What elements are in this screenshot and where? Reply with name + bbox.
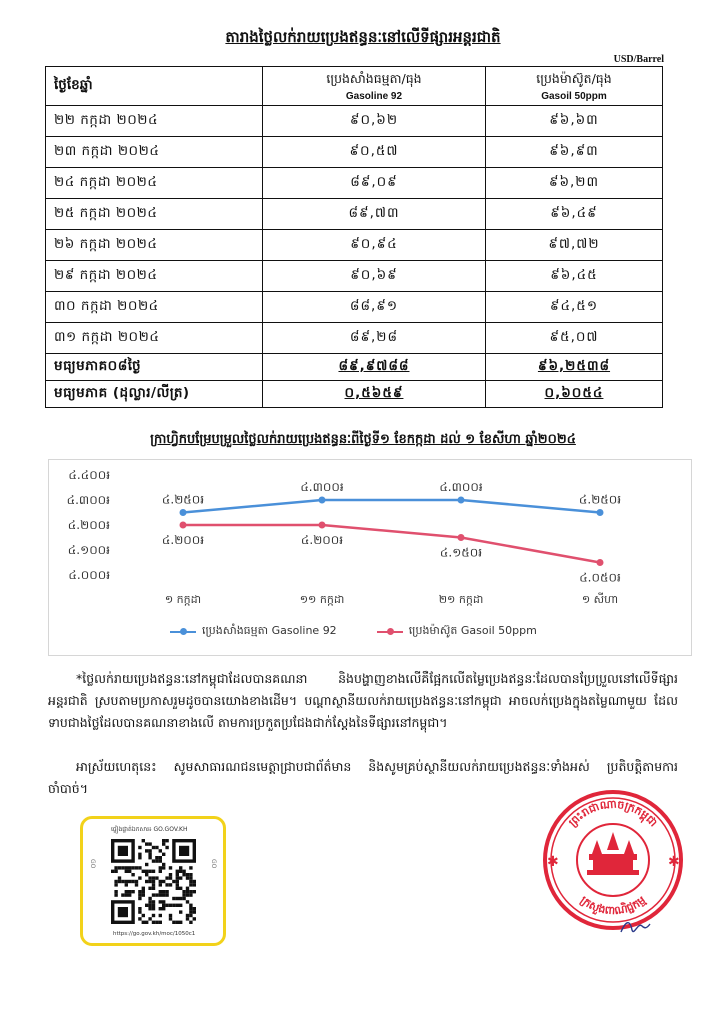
qr-module [148, 897, 151, 900]
y-tick-label: ៤.០០០៛ [68, 568, 110, 582]
qr-module [148, 849, 151, 852]
qr-module [152, 880, 155, 883]
qr-module [148, 887, 151, 890]
y-tick-label: ៤.២០០៛ [67, 518, 110, 532]
qr-module [162, 842, 165, 845]
qr-module [138, 893, 141, 896]
qr-module [142, 890, 145, 893]
qr-module [162, 907, 165, 910]
qr-module [142, 887, 145, 890]
qr-module [176, 904, 179, 907]
qr-module [176, 873, 179, 876]
qr-module [121, 866, 124, 869]
table-row [46, 137, 663, 168]
qr-module [152, 914, 155, 917]
data-point [180, 522, 187, 529]
qr-module [138, 853, 141, 856]
y-tick-label: ៤.៤០០៛ [68, 468, 110, 482]
qr-module [179, 921, 182, 924]
qr-module [118, 880, 121, 883]
qr-module [162, 866, 165, 869]
qr-module [148, 842, 151, 845]
qr-module [135, 883, 138, 886]
qr-module [176, 876, 179, 879]
data-label: ៤.៣០០៛ [300, 480, 344, 494]
data-label: ៤.៣០០៛ [439, 480, 483, 494]
qr-module [131, 866, 134, 869]
average-per-liter-gasoil: ០,៦០៥៤ [485, 381, 662, 408]
average-8-days-label: មធ្យមភាគ០៨ថ្ងៃ [46, 354, 263, 381]
qr-module [189, 866, 192, 869]
header-gasoil-kh: ប្រេងម៉ាស៊ូត/ធុង [536, 70, 612, 86]
table-row [46, 261, 663, 292]
qr-module [148, 853, 151, 856]
qr-module [162, 893, 165, 896]
table-row [46, 106, 663, 137]
x-tick-label: ១ សីហា [581, 593, 619, 606]
qr-module [152, 900, 155, 903]
qr-module [189, 907, 192, 910]
qr-module [152, 907, 155, 910]
average-8-days-row [46, 354, 663, 381]
qr-module [159, 921, 162, 924]
table-row [46, 230, 663, 261]
note-paragraph-1: *ថ្លៃលក់រាយប្រេងឥន្ធនៈនៅកម្ពុជាដែលបានគណនា និងបង្ហាញខាងលើគឺផ្អែកលើតម្លៃប្រេងឥន្ធនៈដែលបានប្រែប្រួលនៅលើទីផ្សារអន្តរជាតិ ស្របតាមប្រកាសរួមដូចបានយោងខាងដើម។ បណ្តាស្ថានីយលក់រាយប្រេងឥន្ធនៈនៅកម្ពុជា អាចលក់ប្រេងក្នុងតម្លៃណាមួយ ដែលទាបជាងថ្លៃដែលបានគណនាខាងលើ តាមការប្រកួតប្រជែងជាក់ស្តែងនៃទីផ្សារនៅកម្ពុជា។ [48, 671, 678, 730]
data-label: ៤.២៥០៛ [578, 492, 622, 507]
header-gasoline-kh: ប្រេងសាំងធម្មតា/ធុង [326, 70, 422, 86]
row-gasoline: ៩០,៦៩ [263, 261, 486, 292]
qr-module [152, 904, 155, 907]
table-row [46, 323, 663, 354]
row-gasoil: ៩៧,៧២ [485, 230, 662, 261]
qr-module [176, 887, 179, 890]
price-line-chart [48, 459, 690, 619]
qr-module [193, 890, 196, 893]
qr-module [148, 900, 151, 903]
qr-module [165, 846, 168, 849]
qr-module [142, 839, 145, 842]
qr-module [159, 856, 162, 859]
header-gasoline [263, 67, 486, 106]
qr-module [135, 866, 138, 869]
qr-module [152, 859, 155, 862]
qr-module [172, 897, 175, 900]
note-paragraph-2: អាស្រ័យហេតុនេះ សូមសាធារណជនមេត្តាជ្រាបជាព័ត៌មាន និងសូមគ្រប់ស្ថានីយលក់រាយប្រេងឥន្ធនៈទាំងអស់ ប្រតិបត្តិតាមការចាំបាច់។ [48, 759, 678, 796]
legend-item-gasoline [170, 624, 337, 640]
qr-module [152, 876, 155, 879]
header-gasoline-en: Gasoline 92 [345, 90, 403, 102]
qr-module [179, 897, 182, 900]
header-gasoil-en: Gasoil 50ppm [541, 90, 607, 102]
qr-module [189, 890, 192, 893]
qr-module [159, 849, 162, 852]
qr-module [114, 880, 117, 883]
qr-module [138, 890, 141, 893]
qr-module [186, 887, 189, 890]
qr-module [189, 910, 192, 913]
qr-module [114, 870, 117, 873]
qr-module [186, 914, 189, 917]
qr-module [193, 907, 196, 910]
qr-module [155, 876, 158, 879]
average-8-days-gasoline: ៨៩,៩៧៨៨ [263, 354, 486, 381]
qr-module [162, 900, 165, 903]
qr-module [148, 856, 151, 859]
qr-module [169, 904, 172, 907]
qr-module [169, 873, 172, 876]
average-per-liter-gasoline: ០,៥៦៥៩ [263, 381, 486, 408]
qr-module [121, 893, 124, 896]
qr-module [159, 883, 162, 886]
qr-module [159, 870, 162, 873]
qr-module [155, 893, 158, 896]
qr-finder [118, 907, 128, 917]
row-gasoline: ៩០,៩៤ [263, 230, 486, 261]
qr-module [148, 870, 151, 873]
qr-module [155, 856, 158, 859]
row-date: ៣០ កក្កដា ២០២៤ [46, 292, 263, 323]
qr-module [128, 880, 131, 883]
qr-module [186, 900, 189, 903]
qr-module [193, 880, 196, 883]
qr-module [145, 921, 148, 924]
qr-module [155, 859, 158, 862]
qr-module [145, 870, 148, 873]
data-point [458, 534, 465, 541]
qr-module [186, 873, 189, 876]
qr-module [138, 846, 141, 849]
qr-module [152, 887, 155, 890]
ministry-seal-icon [533, 782, 693, 932]
row-gasoil: ៩៤,៥១ [485, 292, 662, 323]
table-header-row [46, 67, 663, 106]
row-date: ២៦ កក្កដា ២០២៤ [46, 230, 263, 261]
qr-url[interactable]: https://go.gov.kh/moc/1050c1 [113, 931, 196, 937]
qr-module [155, 921, 158, 924]
qr-module [189, 914, 192, 917]
row-gasoil: ៩៦,៩៣ [485, 137, 662, 168]
legend-swatch-gasoil [377, 631, 403, 633]
x-tick-label: ១ កក្កដា [164, 593, 202, 606]
qr-module [189, 921, 192, 924]
qr-module [125, 866, 128, 869]
qr-module [162, 890, 165, 893]
qr-module [169, 876, 172, 879]
qr-verification-card[interactable] [80, 816, 226, 946]
qr-module [165, 883, 168, 886]
row-gasoline: ៨៩,២៨ [263, 323, 486, 354]
data-label: ៤.០៥០៛ [579, 570, 621, 585]
qr-module [162, 853, 165, 856]
svg-text:ក្រសួងពាណិជ្ជកម្ម: ក្រសួងពាណិជ្ជកម្ម [577, 893, 649, 918]
data-point [597, 559, 604, 566]
qr-module [145, 904, 148, 907]
row-gasoline: ៩០,៦២ [263, 106, 486, 137]
qr-module [179, 887, 182, 890]
qr-module [128, 866, 131, 869]
qr-side-mark-left: GO [89, 859, 96, 869]
qr-module [169, 917, 172, 920]
qr-module [179, 876, 182, 879]
qr-module [172, 904, 175, 907]
qr-module [179, 866, 182, 869]
table-row [46, 292, 663, 323]
qr-module [152, 870, 155, 873]
qr-module [186, 876, 189, 879]
data-label: ៤.១៥០៛ [439, 545, 483, 560]
qr-module [145, 873, 148, 876]
qr-module [165, 893, 168, 896]
data-label: ៤.២០០៛ [161, 533, 205, 547]
data-point [319, 522, 326, 529]
qr-module [131, 890, 134, 893]
qr-module [138, 866, 141, 869]
series-line-gasoline [183, 500, 600, 513]
price-table [45, 66, 663, 408]
qr-module [165, 839, 168, 842]
row-date: ២៤ កក្កដា ២០២៤ [46, 168, 263, 199]
qr-module [148, 917, 151, 920]
qr-module [125, 893, 128, 896]
qr-module [128, 890, 131, 893]
qr-module [131, 873, 134, 876]
qr-module [148, 904, 151, 907]
qr-module [128, 870, 131, 873]
data-point [180, 509, 187, 516]
row-date: ៣១ កក្កដា ២០២៤ [46, 323, 263, 354]
data-label: ៤.២០០៛ [300, 533, 344, 547]
qr-module [186, 893, 189, 896]
qr-module [159, 907, 162, 910]
qr-module [162, 839, 165, 842]
row-gasoline: ៨៩,០៩ [263, 168, 486, 199]
qr-module [176, 897, 179, 900]
qr-module [169, 914, 172, 917]
data-point [319, 497, 326, 504]
row-gasoil: ៩៦,៤៥ [485, 261, 662, 292]
qr-finder [118, 846, 128, 856]
qr-module [179, 870, 182, 873]
qr-module [131, 880, 134, 883]
qr-module [114, 893, 117, 896]
row-gasoil: ៩៥,០៧ [485, 323, 662, 354]
data-point [597, 509, 604, 516]
qr-module [135, 880, 138, 883]
qr-module [165, 904, 168, 907]
table-row [46, 199, 663, 230]
qr-module [162, 904, 165, 907]
qr-module [189, 893, 192, 896]
row-date: ២២ កក្កដា ២០២៤ [46, 106, 263, 137]
qr-module [189, 904, 192, 907]
qr-code-icon[interactable] [103, 837, 203, 925]
row-gasoline: ៨៩,៧៣ [263, 199, 486, 230]
svg-text:✱: ✱ [547, 854, 559, 870]
qr-module [111, 870, 114, 873]
y-tick-label: ៤.១០០៛ [67, 543, 110, 557]
header-gasoil [485, 67, 662, 106]
qr-module [186, 917, 189, 920]
legend-item-gasoil [377, 624, 537, 640]
signature-mark [618, 916, 652, 938]
qr-module [189, 880, 192, 883]
qr-module [114, 890, 117, 893]
qr-module [182, 890, 185, 893]
row-date: ២៩ កក្កដា ២០២៤ [46, 261, 263, 292]
svg-text:ព្រះរាជាណាចក្រកម្ពុជា: ព្រះរាជាណាចក្រកម្ពុជា [566, 797, 661, 830]
qr-module [159, 890, 162, 893]
qr-module [142, 870, 145, 873]
qr-module [186, 890, 189, 893]
data-point [458, 497, 465, 504]
qr-module [193, 910, 196, 913]
qr-module [179, 904, 182, 907]
row-date: ២៣ កក្កដា ២០២៤ [46, 137, 263, 168]
legend-swatch-gasoline [170, 631, 196, 633]
qr-module [176, 880, 179, 883]
header-date: ថ្ងៃខែឆ្នាំ [46, 67, 263, 106]
qr-module [152, 893, 155, 896]
qr-module [159, 859, 162, 862]
unit-label: USD/Barrel [613, 54, 664, 65]
data-label: ៤.២៥០៛ [161, 492, 205, 507]
chart-legend [170, 624, 537, 640]
qr-module [182, 873, 185, 876]
qr-module [169, 883, 172, 886]
average-8-days-gasoil: ៩៦,២៥៣៨ [485, 354, 662, 381]
qr-module [125, 890, 128, 893]
qr-module [148, 907, 151, 910]
qr-module [159, 880, 162, 883]
qr-module [125, 870, 128, 873]
row-date: ២៥ កក្កដា ២០២៤ [46, 199, 263, 230]
x-tick-label: ២១ កក្កដា [438, 593, 484, 606]
qr-module [138, 876, 141, 879]
qr-module [138, 907, 141, 910]
qr-module [155, 846, 158, 849]
qr-module [172, 880, 175, 883]
qr-header-text: ផ្ទៀងផ្ទាត់ឯកសារ៖ GO.GOV.KH [111, 826, 188, 833]
qr-module [145, 880, 148, 883]
qr-module [125, 883, 128, 886]
qr-module [148, 876, 151, 879]
qr-module [145, 849, 148, 852]
legend-label-gasoline: ប្រេងសាំងធម្មតា Gasoline 92 [202, 624, 337, 637]
legend-label-gasoil: ប្រេងម៉ាស៊ូត Gasoil 50ppm [408, 624, 537, 637]
y-tick-label: ៤.៣០០៛ [66, 493, 110, 507]
qr-module [145, 842, 148, 845]
qr-module [138, 917, 141, 920]
qr-module [159, 866, 162, 869]
qr-module [152, 883, 155, 886]
average-per-liter-row [46, 381, 663, 408]
qr-module [193, 917, 196, 920]
qr-module [114, 866, 117, 869]
qr-module [142, 893, 145, 896]
qr-module [114, 883, 117, 886]
qr-module [148, 880, 151, 883]
table-row [46, 168, 663, 199]
qr-module [172, 921, 175, 924]
row-gasoil: ៩៦,៤៩ [485, 199, 662, 230]
qr-module [142, 921, 145, 924]
qr-module [159, 900, 162, 903]
qr-module [189, 883, 192, 886]
qr-module [138, 856, 141, 859]
row-gasoil: ៩៦,៦៣ [485, 106, 662, 137]
qr-module [182, 870, 185, 873]
qr-module [189, 873, 192, 876]
row-gasoline: ៩០,៥៧ [263, 137, 486, 168]
qr-module [179, 910, 182, 913]
chart-title: ក្រាហ្វិកបម្រែបម្រួលថ្លៃលក់រាយប្រេងឥន្ធនៈពីថ្ងៃទី១ ខែកក្កដា ដល់ ១ ខែសីហា ឆ្នាំ២០២៤ [150, 432, 576, 447]
qr-module [176, 883, 179, 886]
qr-module [152, 921, 155, 924]
qr-module [159, 914, 162, 917]
qr-module [162, 880, 165, 883]
qr-side-mark-right: GO [210, 859, 217, 869]
qr-module [121, 880, 124, 883]
qr-module [125, 880, 128, 883]
x-tick-label: ១១ កក្កដា [299, 593, 345, 606]
qr-module [176, 921, 179, 924]
row-gasoline: ៨៨,៩១ [263, 292, 486, 323]
qr-finder [179, 846, 189, 856]
qr-module [152, 846, 155, 849]
document-title: តារាងថ្លៃលក់រាយប្រេងឥន្ធនៈនៅលើទីផ្សារអន្តរជាតិ [225, 28, 501, 46]
qr-module [128, 893, 131, 896]
qr-module [145, 863, 148, 866]
average-per-liter-label: មធ្យមភាគ (ដុល្លារ/លីត្រ) [46, 381, 263, 408]
qr-module [118, 876, 121, 879]
qr-module [162, 863, 165, 866]
qr-module [189, 876, 192, 879]
qr-module [193, 883, 196, 886]
svg-text:✱: ✱ [668, 854, 680, 870]
qr-module [118, 866, 121, 869]
qr-module [138, 910, 141, 913]
qr-module [176, 870, 179, 873]
qr-module [182, 897, 185, 900]
qr-module [142, 914, 145, 917]
qr-module [138, 897, 141, 900]
qr-module [169, 866, 172, 869]
qr-module [165, 890, 168, 893]
series-line-gasoil [183, 525, 600, 563]
qr-module [182, 893, 185, 896]
qr-module [159, 893, 162, 896]
row-gasoil: ៩៦,២៣ [485, 168, 662, 199]
qr-module [165, 876, 168, 879]
